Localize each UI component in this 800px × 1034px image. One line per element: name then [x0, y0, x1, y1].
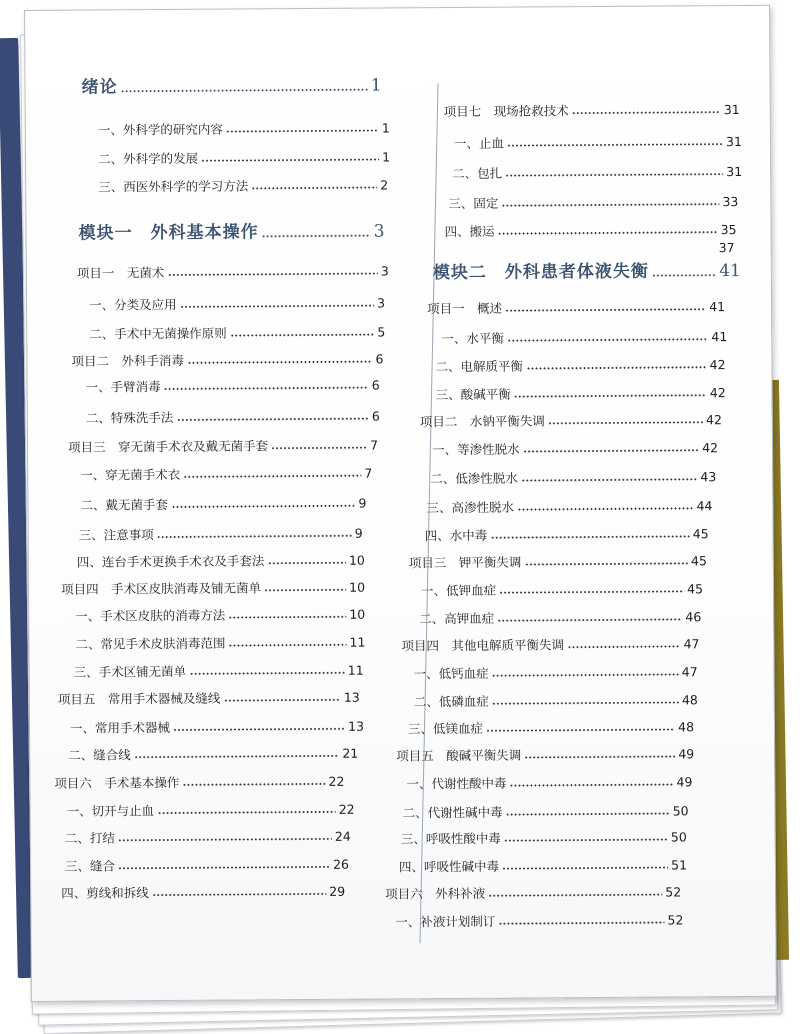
dot-leader — [488, 894, 662, 897]
dot-leader — [499, 590, 684, 593]
dot-leader — [228, 616, 346, 619]
toc-entry-title: 一、手臂消毒 — [85, 379, 161, 395]
page-number: 33 — [722, 194, 739, 210]
dot-leader — [118, 838, 332, 841]
dot-leader — [201, 159, 379, 162]
toc-entry-title: 三、低镁血症 — [407, 720, 484, 737]
toc-entry-title: 项目三 钾平衡失调 — [408, 554, 522, 571]
toc-subentry[interactable] — [80, 464, 372, 484]
toc-entry-title: 项目四 其他电解质平衡失调 — [401, 637, 565, 654]
toc-entry-title: 一、外科学的研究内容 — [97, 121, 223, 138]
page-number: 47 — [683, 636, 700, 652]
toc-entry-title: 模块二 外科患者体液失衡 — [432, 261, 649, 284]
toc-subentry[interactable] — [399, 855, 687, 875]
toc-entry-title: 一、分类及应用 — [89, 296, 177, 313]
dot-leader — [176, 418, 369, 421]
toc-project-entry[interactable] — [396, 744, 694, 764]
toc-subentry[interactable] — [68, 744, 358, 764]
page-number: 7 — [370, 437, 379, 453]
toc-subentry[interactable] — [70, 717, 364, 737]
page-number: 42 — [709, 385, 726, 401]
toc-subentry[interactable] — [408, 717, 694, 737]
toc-entry-title: 二、手术中无菌操作原则 — [89, 325, 227, 342]
toc-entry-title: 三、高渗性脱水 — [426, 499, 515, 516]
toc-entry-title: 三、西医外科学的学习方法 — [98, 178, 249, 195]
toc-subentry[interactable] — [395, 910, 683, 930]
toc-project-entry[interactable] — [420, 410, 722, 430]
page-number: 9 — [354, 525, 363, 541]
page-number: 51 — [671, 857, 688, 873]
dot-leader — [262, 235, 371, 238]
dot-leader — [180, 305, 375, 308]
dot-leader — [223, 699, 341, 702]
page-number: 31 — [726, 163, 743, 180]
toc-subentry[interactable] — [75, 633, 365, 653]
page-number: 44 — [696, 498, 713, 514]
dot-leader — [505, 173, 723, 177]
toc-entry-title: 绪论 — [81, 77, 118, 98]
page-number: 42 — [705, 412, 722, 428]
dot-leader — [652, 274, 716, 276]
page-number: 3 — [380, 263, 389, 279]
toc-entry-title: 一、常用手术器械 — [69, 719, 171, 736]
dot-leader — [171, 505, 356, 508]
page-number: 48 — [678, 719, 695, 735]
toc-entry-title: 一、止血 — [453, 135, 505, 152]
dot-leader — [567, 645, 681, 648]
page-number: 3 — [373, 221, 385, 242]
chapter-heading[interactable] — [433, 256, 741, 283]
toc-project-entry[interactable] — [385, 882, 681, 902]
page-number: 52 — [665, 884, 682, 900]
page-number: 6 — [371, 408, 380, 424]
page-number: 29 — [329, 883, 346, 899]
dot-leader — [502, 867, 668, 870]
toc-entry-title: 三、酸碱平衡 — [435, 386, 511, 403]
toc-entry-title: 二、外科学的发展 — [97, 150, 199, 167]
dot-leader — [121, 89, 368, 93]
dot-leader — [134, 755, 340, 758]
toc-entry-title: 项目七 现场抢救技术 — [443, 103, 569, 120]
dot-leader — [524, 562, 688, 565]
toc-entry-title: 项目一 无菌术 — [76, 265, 165, 281]
toc-subentry[interactable] — [86, 407, 380, 427]
page-number: 1 — [382, 149, 391, 165]
dot-leader — [226, 130, 379, 133]
toc-project-entry[interactable] — [409, 551, 707, 571]
toc-entry-title: 四、连台手术更换手术衣及手套法 — [76, 553, 265, 570]
toc-entry-title: 项目六 外科补液 — [385, 885, 486, 902]
page-number: 43 — [700, 469, 717, 485]
toc-subentry[interactable] — [452, 162, 742, 182]
toc-entry-title: 四、搬运 — [444, 223, 495, 240]
page-number: 42 — [709, 357, 726, 373]
toc-subentry[interactable] — [77, 551, 365, 571]
dot-leader — [526, 366, 707, 369]
toc-subentry[interactable] — [98, 175, 388, 195]
toc-subentry[interactable] — [441, 327, 727, 347]
dot-leader — [523, 449, 700, 452]
chapter-heading[interactable] — [78, 216, 384, 243]
toc-entry-title: 四、水中毒 — [424, 527, 488, 544]
toc-entry-title: 四、剪线和拆线 — [61, 885, 149, 901]
dot-leader — [548, 421, 703, 424]
dot-leader — [264, 589, 346, 592]
page-number: 13 — [348, 718, 365, 734]
page-number: 6 — [375, 351, 384, 367]
toc-project-entry[interactable] — [58, 688, 360, 708]
toc-entry-title: 项目三 穿无菌手术衣及戴无菌手套 — [68, 438, 269, 455]
page-number: 24 — [334, 828, 351, 844]
toc-project-entry[interactable] — [77, 261, 389, 281]
page-number: 7 — [364, 465, 373, 481]
toc-subentry[interactable] — [67, 800, 355, 820]
toc-subentry[interactable] — [435, 355, 725, 375]
page-number: 13 — [343, 689, 360, 705]
dot-leader — [521, 478, 698, 481]
page-number: 6 — [371, 377, 380, 393]
dot-leader — [118, 866, 330, 869]
dot-leader — [267, 562, 346, 565]
dot-leader — [506, 813, 670, 816]
toc-subentry[interactable] — [421, 579, 703, 599]
dot-leader — [498, 922, 664, 925]
page-number: 37 — [718, 240, 735, 256]
toc-subentry[interactable] — [80, 494, 366, 514]
dot-leader — [497, 618, 682, 621]
toc-subentry[interactable] — [74, 661, 364, 681]
toc-entry-title: 三、缝合 — [64, 858, 116, 874]
toc-subentry[interactable] — [75, 605, 365, 625]
toc-project-entry[interactable] — [444, 100, 740, 120]
dot-leader — [501, 203, 719, 207]
dot-leader — [517, 507, 694, 510]
toc-subentry[interactable] — [414, 662, 698, 682]
toc-entry-title: 一、手术区皮肤的消毒方法 — [75, 607, 226, 624]
toc-entry-title: 二、包扎 — [452, 165, 503, 182]
toc-entry-title: 二、代谢性碱中毒 — [402, 804, 503, 821]
toc-subentry[interactable] — [98, 118, 390, 138]
toc-subentry[interactable] — [89, 322, 385, 342]
toc-project-entry[interactable] — [54, 772, 344, 792]
toc-page — [24, 5, 777, 1002]
toc-entry-title: 项目五 酸碱平衡失调 — [396, 747, 522, 764]
page-number: 52 — [667, 912, 684, 928]
dot-leader — [505, 308, 706, 311]
page-number: 49 — [676, 774, 693, 790]
dot-leader — [492, 673, 679, 676]
page-number: 11 — [349, 634, 366, 650]
toc-subentry[interactable] — [98, 147, 390, 167]
page-number: 21 — [342, 745, 359, 761]
page-number: 9 — [358, 495, 367, 511]
dot-leader — [486, 728, 675, 731]
chapter-heading[interactable] — [81, 71, 381, 98]
toc-entry-title: 项目五 常用手术器械及缝线 — [57, 690, 221, 707]
page-number: 10 — [349, 606, 366, 622]
page-number: 1 — [381, 120, 390, 136]
dot-leader — [164, 387, 369, 390]
toc-entry-title: 三、呼吸性酸中毒 — [400, 830, 501, 847]
dot-leader — [173, 728, 345, 731]
page-number: 26 — [333, 856, 350, 872]
toc-project-entry[interactable] — [427, 297, 725, 317]
page-number: 31 — [725, 133, 742, 150]
page-number: 50 — [672, 803, 689, 819]
toc-entry-title: 二、高钾血症 — [419, 610, 495, 627]
dot-leader — [189, 672, 345, 675]
dot-leader — [509, 783, 673, 786]
dot-leader — [251, 187, 377, 190]
dot-leader — [182, 783, 325, 786]
page-number: 47 — [681, 664, 698, 680]
dot-leader — [167, 273, 378, 276]
dot-leader — [524, 755, 675, 758]
dot-leader — [514, 394, 707, 397]
toc-subentry[interactable] — [426, 496, 712, 516]
toc-entry-title: 二、电解质平衡 — [435, 358, 524, 375]
toc-entry-title: 四、呼吸性碱中毒 — [398, 858, 500, 875]
toc-entry-title: 项目四 手术区皮肤消毒及铺无菌单 — [60, 580, 262, 597]
page-number: 5 — [377, 324, 386, 340]
toc-entry-title: 二、低磷血症 — [413, 693, 489, 710]
toc-subentry[interactable] — [65, 827, 351, 847]
dot-leader — [504, 839, 668, 842]
toc-entry-title: 一、低钙血症 — [413, 665, 489, 682]
toc-entry-title: 一、低钾血症 — [421, 582, 497, 599]
dot-leader — [507, 143, 723, 147]
toc-entry-title: 三、注意事项 — [78, 527, 154, 543]
toc-entry-title: 项目六 手术基本操作 — [54, 774, 180, 791]
toc-entry-title: 项目二 水钠平衡失调 — [419, 413, 545, 430]
toc-entry-title: 二、低渗性脱水 — [430, 470, 518, 487]
toc-entry-title: 一、切开与止血 — [66, 803, 155, 819]
toc-entry-title: 一、穿无菌手术衣 — [80, 466, 181, 483]
toc-entry-title: 一、水平衡 — [441, 330, 504, 347]
toc-project-entry[interactable] — [61, 578, 365, 598]
page-number: 11 — [347, 662, 364, 678]
dot-leader — [152, 893, 327, 896]
page-number: 35 — [720, 222, 737, 238]
toc-entry-title: 三、手术区铺无菌单 — [73, 663, 187, 680]
toc-entry-title: 一、等渗性脱水 — [432, 441, 520, 458]
toc-entry-title: 三、固定 — [448, 195, 499, 212]
toc-subentry[interactable] — [65, 855, 349, 875]
dot-leader — [507, 338, 709, 341]
dot-leader — [492, 701, 679, 704]
toc-subentry[interactable] — [436, 383, 726, 403]
dot-leader — [187, 361, 373, 364]
toc-subentry[interactable] — [406, 772, 692, 792]
toc-project-entry[interactable] — [71, 349, 383, 369]
toc-entry-title: 项目一 概述 — [427, 300, 503, 317]
toc-subentry[interactable] — [414, 690, 698, 710]
page-number: 22 — [338, 801, 355, 817]
page-number: 45 — [690, 553, 707, 569]
page-number: 1 — [370, 75, 382, 96]
toc-subentry[interactable] — [403, 801, 689, 821]
page-number: 41 — [719, 261, 741, 282]
page-number: 2 — [380, 177, 389, 193]
page-number: 50 — [670, 829, 687, 845]
page-number: 46 — [685, 609, 702, 625]
page-number: 49 — [678, 746, 695, 762]
page-number: 45 — [687, 581, 704, 597]
toc-subentry[interactable] — [448, 192, 738, 212]
toc-subentry[interactable] — [401, 827, 687, 847]
toc-entry-title: 二、戴无菌手套 — [80, 497, 169, 513]
toc-subentry[interactable] — [86, 376, 380, 396]
toc-entry-title: 二、打结 — [64, 830, 115, 846]
toc-entry-title: 一、补液计划制订 — [395, 913, 496, 930]
toc-subentry[interactable] — [61, 882, 345, 902]
dot-leader — [490, 535, 690, 538]
page-number: 41 — [711, 329, 728, 345]
toc-entry-title: 一、代谢性酸中毒 — [406, 775, 507, 792]
dot-leader — [183, 475, 361, 478]
page-number: 41 — [709, 299, 726, 315]
toc-entry-title: 模块一 外科基本操作 — [78, 222, 259, 244]
toc-subentry[interactable] — [432, 438, 718, 458]
toc-entry-title: 二、常见手术皮肤消毒范围 — [75, 635, 226, 652]
toc-subentry[interactable] — [79, 524, 363, 544]
toc-subentry[interactable] — [430, 467, 716, 487]
page-number: 10 — [349, 579, 366, 595]
toc-subentry[interactable] — [444, 220, 736, 240]
toc-entry-title: 项目二 外科手消毒 — [71, 352, 185, 369]
page-number: 42 — [702, 440, 719, 456]
toc-project-entry[interactable] — [68, 436, 378, 456]
toc-subentry[interactable] — [419, 607, 701, 627]
toc-subentry[interactable] — [89, 293, 385, 313]
toc-project-entry[interactable] — [401, 634, 699, 654]
toc-entry-title: 二、缝合线 — [68, 747, 131, 763]
dot-leader — [157, 811, 336, 814]
page-number: 3 — [377, 295, 386, 311]
page-number: 48 — [681, 692, 698, 708]
dot-leader — [157, 535, 352, 538]
toc-subentry[interactable] — [454, 132, 742, 152]
page-number: 22 — [328, 773, 345, 789]
dot-leader — [230, 334, 375, 337]
page-number: 45 — [692, 526, 709, 542]
dot-leader — [498, 231, 718, 235]
dot-leader — [271, 447, 367, 450]
page-number: 10 — [348, 552, 365, 568]
toc-subentry[interactable] — [425, 524, 709, 544]
dot-leader — [228, 644, 346, 647]
toc-entry-title: 二、特殊洗手法 — [85, 409, 174, 426]
page-number: 31 — [723, 102, 740, 118]
dot-leader — [572, 111, 721, 114]
